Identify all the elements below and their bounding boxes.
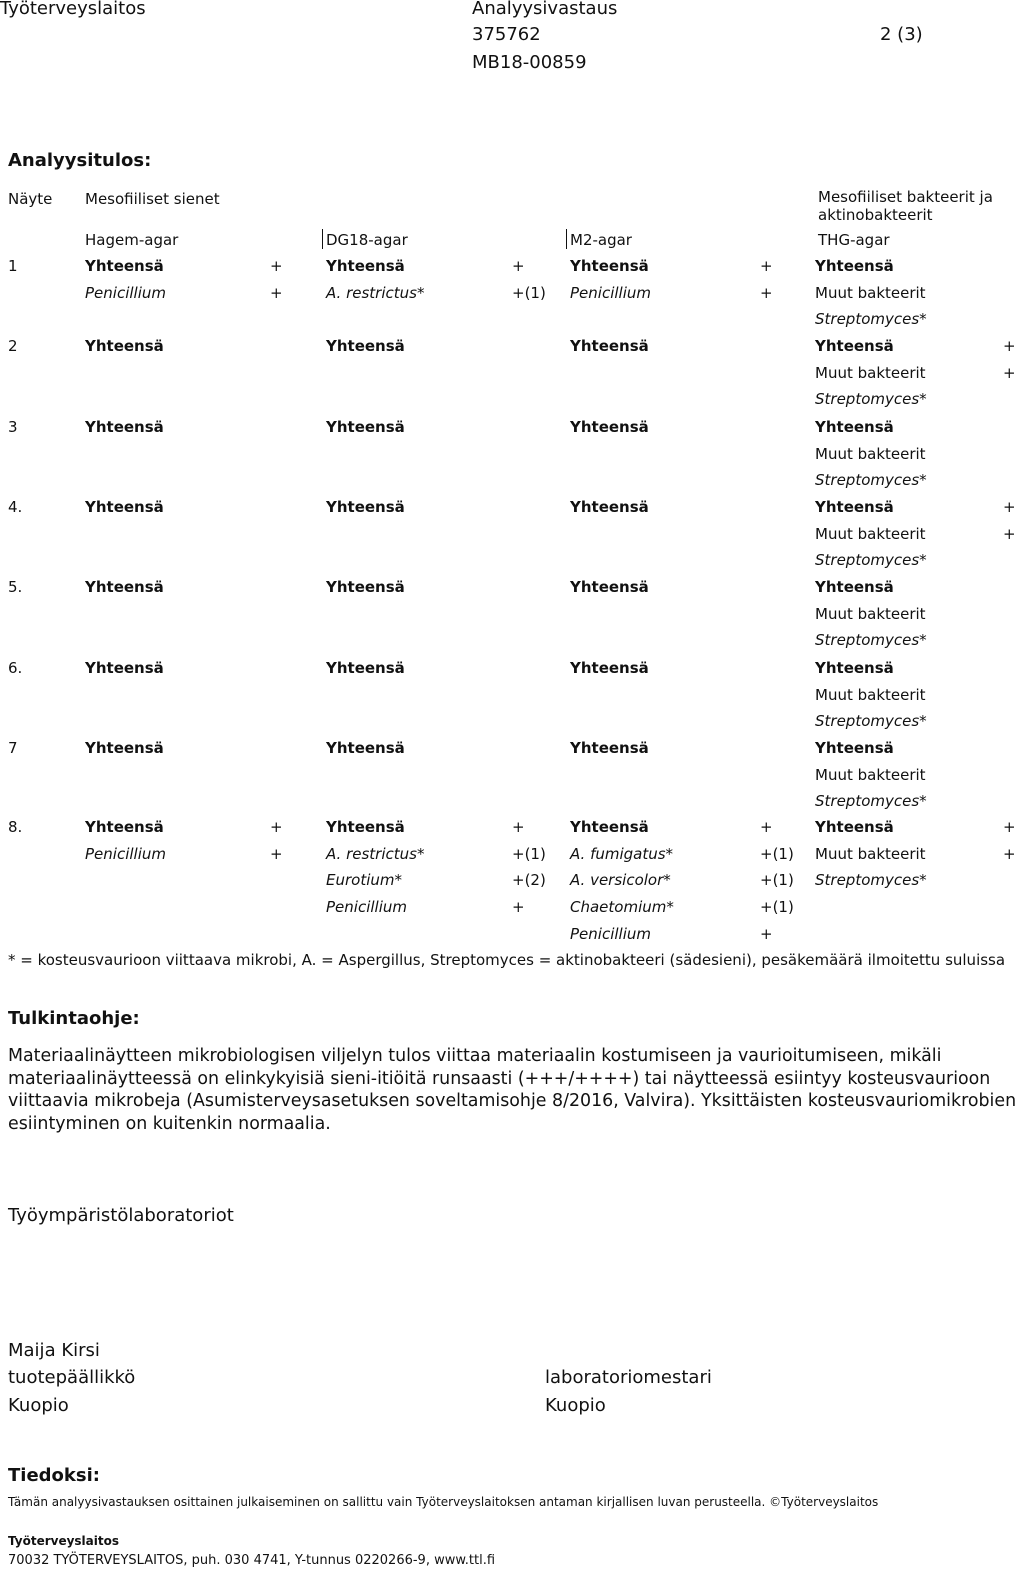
footer-org: Työterveyslaitos — [8, 1534, 119, 1548]
fungi-total-label: Yhteensä — [85, 257, 164, 275]
fungi-value: +(1) — [512, 283, 546, 302]
bacteria-total-label: Yhteensä — [815, 257, 894, 275]
bacteria-value: + — [1003, 337, 1016, 355]
fungi-genus: A. versicolor* — [570, 871, 671, 890]
signature-right-city: Kuopio — [545, 1395, 606, 1416]
bacteria-other: Muut bakteerit — [815, 604, 926, 623]
bacteria-streptomyces: Streptomyces* — [815, 551, 927, 570]
bacteria-value: + — [1003, 524, 1016, 543]
fungi-total-label: Yhteensä — [85, 818, 164, 836]
fungi-value: + — [760, 283, 773, 302]
sample-id: 8. — [8, 818, 23, 836]
footer-heading: Tiedoksi: — [8, 1465, 100, 1486]
fungi-total-label: Yhteensä — [570, 739, 649, 757]
footnote: * = kosteusvaurioon viittaava mikrobi, A. = Aspergillus, Streptomyces = aktinobakteeri (sädesieni), pesäkemäärä ilmoitettu suluissa — [8, 951, 1006, 969]
col-bacteria-1: Mesofiiliset bakteerit ja — [818, 188, 993, 206]
medium-dg18: DG18-agar — [326, 231, 408, 249]
fungi-total-label: Yhteensä — [570, 498, 649, 516]
fungi-total-label: Yhteensä — [85, 498, 164, 516]
header-page: 2 (3) — [880, 24, 923, 45]
sample-id: 7 — [8, 739, 18, 757]
bacteria-streptomyces: Streptomyces* — [815, 792, 927, 811]
fungi-total-label: Yhteensä — [326, 739, 405, 757]
bacteria-value: + — [1003, 363, 1016, 382]
fungi-value: +(1) — [512, 844, 546, 863]
fungi-value: + — [512, 818, 525, 836]
fungi-total-label: Yhteensä — [326, 337, 405, 355]
fungi-total-label: Yhteensä — [326, 818, 405, 836]
fungi-total-label: Yhteensä — [85, 578, 164, 596]
fungi-value: + — [512, 257, 525, 275]
fungi-total-label: Yhteensä — [326, 578, 405, 596]
fungi-value: + — [270, 844, 283, 863]
bacteria-streptomyces: Streptomyces* — [815, 310, 927, 329]
fungi-value: + — [760, 924, 773, 943]
bacteria-streptomyces: Streptomyces* — [815, 712, 927, 731]
fungi-value: + — [270, 283, 283, 302]
fungi-total-label: Yhteensä — [326, 418, 405, 436]
bacteria-streptomyces: Streptomyces* — [815, 871, 927, 890]
bacteria-other: Muut bakteerit — [815, 765, 926, 784]
col-fungi: Mesofiiliset sienet — [85, 190, 220, 208]
column-divider — [566, 229, 567, 249]
header-org: Työterveyslaitos — [0, 0, 146, 19]
fungi-genus: A. fumigatus* — [570, 844, 674, 863]
fungi-total-label: Yhteensä — [570, 257, 649, 275]
bacteria-total-label: Yhteensä — [815, 578, 894, 596]
footer-address: 70032 TYÖTERVEYSLAITOS, puh. 030 4741, Y-tunnus 0220266-9, www.ttl.fi — [8, 1553, 496, 1568]
fungi-genus: Penicillium — [326, 898, 407, 917]
fungi-total-label: Yhteensä — [326, 257, 405, 275]
fungi-value: + — [512, 898, 525, 917]
bacteria-other: Muut bakteerit — [815, 283, 926, 302]
fungi-genus: A. restrictus* — [326, 844, 425, 863]
sample-id: 2 — [8, 337, 18, 355]
bacteria-streptomyces: Streptomyces* — [815, 390, 927, 409]
bacteria-total-label: Yhteensä — [815, 818, 894, 836]
fungi-value: +(1) — [760, 898, 794, 917]
bacteria-other: Muut bakteerit — [815, 844, 926, 863]
bacteria-total-label: Yhteensä — [815, 498, 894, 516]
interpretation-text: Materiaalinäytteen mikrobiologisen viljelyn tulos viittaa materiaalin kostumiseen ja vaurioitumiseen, mikäli materiaalinäytteessä on elinkykyisiä sieni-itiöitä runsaasti (+++/++++) tai näytteessä esiintyy kosteusvaurioon viittaavia mikrobeja (Asumisterveysasetuksen soveltamisohje 8/2016, Valvira). Yksittäisten kosteusvauriomikrobien esiintyminen on kuitenkin normaalia. — [8, 1046, 1017, 1134]
fungi-total-label: Yhteensä — [570, 818, 649, 836]
header-doc-type: Analyysivastaus — [472, 0, 618, 19]
bacteria-value: + — [1003, 498, 1016, 516]
sample-id: 1 — [8, 257, 18, 275]
fungi-total-label: Yhteensä — [570, 337, 649, 355]
fungi-value: + — [760, 818, 773, 836]
sample-id: 5. — [8, 578, 23, 596]
fungi-total-label: Yhteensä — [326, 659, 405, 677]
sample-id: 4. — [8, 498, 23, 516]
header-ref-no: MB18-00859 — [472, 52, 587, 73]
fungi-total-label: Yhteensä — [570, 418, 649, 436]
bacteria-total-label: Yhteensä — [815, 418, 894, 436]
sample-id: 3 — [8, 418, 18, 436]
fungi-genus: Eurotium* — [326, 871, 402, 890]
signature-unit: Työympäristölaboratoriot — [8, 1205, 234, 1226]
signature-left-city: Kuopio — [8, 1395, 69, 1416]
fungi-total-label: Yhteensä — [85, 659, 164, 677]
bacteria-streptomyces: Streptomyces* — [815, 471, 927, 490]
medium-thg: THG-agar — [818, 231, 890, 249]
bacteria-value: + — [1003, 844, 1016, 863]
bacteria-other: Muut bakteerit — [815, 444, 926, 463]
bacteria-total-label: Yhteensä — [815, 739, 894, 757]
fungi-value: +(1) — [760, 844, 794, 863]
fungi-genus: Penicillium — [570, 283, 651, 302]
fungi-total-label: Yhteensä — [326, 498, 405, 516]
fungi-genus: Penicillium — [85, 844, 166, 863]
signature-right-title: laboratoriomestari — [545, 1367, 712, 1388]
fungi-total-label: Yhteensä — [570, 659, 649, 677]
fungi-genus: A. restrictus* — [326, 283, 425, 302]
fungi-genus: Penicillium — [570, 924, 651, 943]
fungi-total-label: Yhteensä — [85, 337, 164, 355]
medium-hagem: Hagem-agar — [85, 231, 179, 249]
col-bacteria-2: aktinobakteerit — [818, 206, 933, 224]
footer-notice: Tämän analyysivastauksen osittainen julkaiseminen on sallittu vain Työterveyslaitoksen antaman kirjallisen luvan perusteella. ©Työterveyslaitos — [8, 1495, 879, 1509]
col-sample: Näyte — [8, 190, 53, 208]
bacteria-value: + — [1003, 818, 1016, 836]
bacteria-total-label: Yhteensä — [815, 337, 894, 355]
fungi-value: +(2) — [512, 871, 546, 890]
fungi-value: +(1) — [760, 871, 794, 890]
fungi-total-label: Yhteensä — [570, 578, 649, 596]
bacteria-streptomyces: Streptomyces* — [815, 631, 927, 650]
bacteria-other: Muut bakteerit — [815, 363, 926, 382]
results-heading: Analyysitulos: — [8, 150, 152, 171]
bacteria-other: Muut bakteerit — [815, 685, 926, 704]
fungi-genus: Penicillium — [85, 283, 166, 302]
fungi-genus: Chaetomium* — [570, 898, 674, 917]
fungi-total-label: Yhteensä — [85, 418, 164, 436]
signature-left-name: Maija Kirsi — [8, 1340, 100, 1361]
fungi-value: + — [270, 818, 283, 836]
interpretation-heading: Tulkintaohje: — [8, 1008, 140, 1029]
bacteria-other: Muut bakteerit — [815, 524, 926, 543]
signature-left-title: tuotepäällikkö — [8, 1367, 136, 1388]
column-divider — [322, 229, 323, 249]
header-doc-no: 375762 — [472, 24, 541, 45]
bacteria-total-label: Yhteensä — [815, 659, 894, 677]
sample-id: 6. — [8, 659, 23, 677]
fungi-value: + — [760, 257, 773, 275]
medium-m2: M2-agar — [570, 231, 632, 249]
fungi-total-label: Yhteensä — [85, 739, 164, 757]
fungi-value: + — [270, 257, 283, 275]
